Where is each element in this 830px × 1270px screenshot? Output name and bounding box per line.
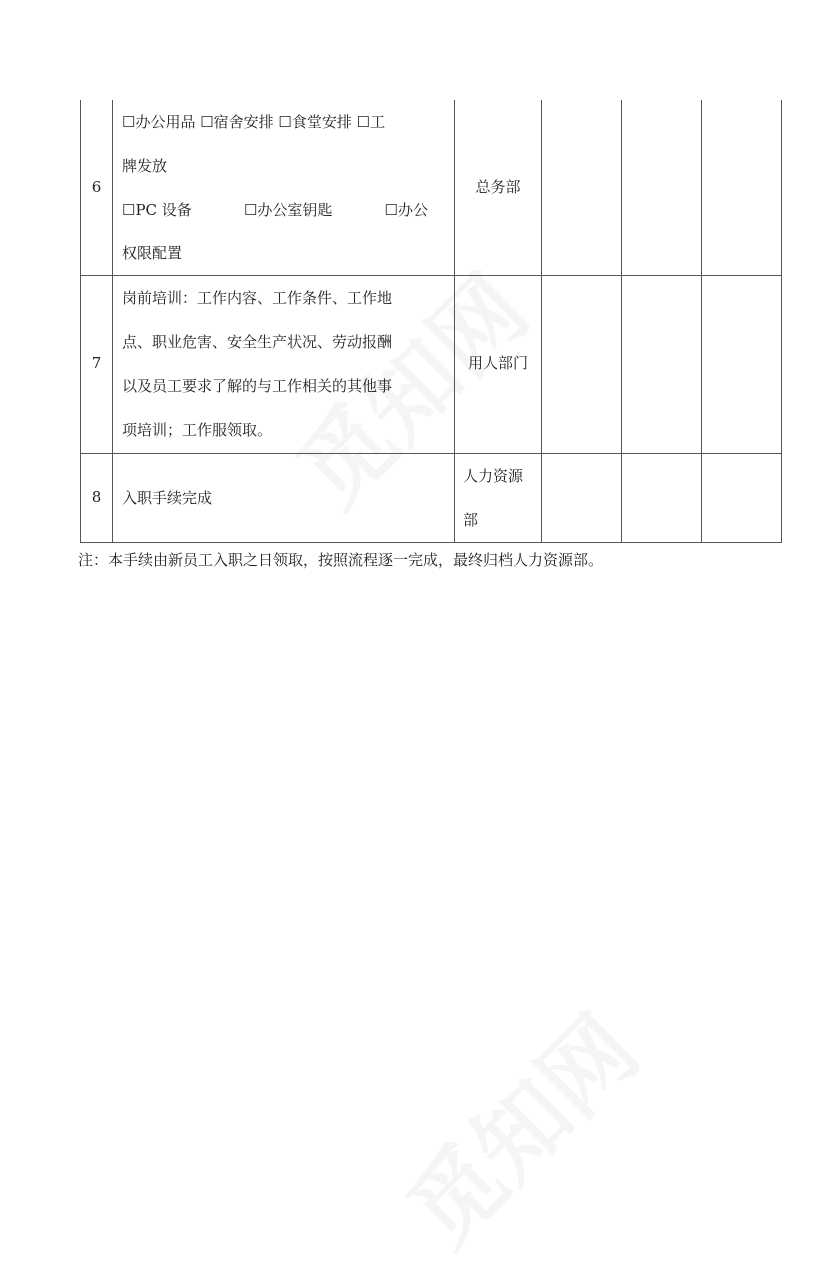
row-number: 7 (81, 275, 113, 453)
row-number: 8 (81, 453, 113, 542)
department-cell: 用人部门 (455, 275, 542, 453)
empty-cell (622, 100, 702, 275)
empty-cell (702, 275, 782, 453)
department-line: 人力资源 (463, 466, 524, 485)
item-line: 以及员工要求了解的与工作相关的其他事 (122, 377, 393, 395)
item-line: ☐办公用品 ☐宿舍安排 ☐食堂安排 ☐工 (122, 113, 386, 131)
checkbox-option: ☐PC 设备 (122, 201, 192, 219)
department-line: 部 (463, 510, 479, 529)
item-line: 项培训；工作服领取。 (122, 421, 273, 439)
department-cell: 总务部 (455, 100, 542, 275)
item-cell (113, 100, 455, 275)
item-line: 岗前培训：工作内容、工作条件、工作地 (122, 289, 393, 307)
item-line: 权限配置 (122, 244, 183, 262)
item-line (122, 188, 428, 232)
table-row (81, 453, 782, 542)
empty-cell (622, 453, 702, 542)
row-number: 6 (81, 100, 113, 275)
watermark (374, 982, 663, 1270)
empty-cell (542, 453, 622, 542)
footnote: 注：本手续由新员工入职之日领取，按照流程逐一完成，最终归档人力资源部。 (78, 551, 604, 569)
table-row (81, 275, 782, 453)
item-cell (113, 453, 455, 542)
item-line: 点、职业危害、安全生产状况、劳动报酬 (122, 333, 393, 351)
empty-cell (702, 453, 782, 542)
checkbox-option: ☐办公室钥匙 (243, 201, 333, 219)
empty-cell (542, 100, 622, 275)
item-line: 入职手续完成 (122, 488, 213, 507)
table-row (81, 100, 782, 275)
empty-cell (702, 100, 782, 275)
checklist-table (80, 100, 782, 543)
empty-cell (542, 275, 622, 453)
item-line: 牌发放 (122, 157, 168, 175)
checkbox-option: ☐办公 (384, 201, 428, 219)
item-cell (113, 275, 455, 453)
department-cell (455, 453, 542, 542)
empty-cell (622, 275, 702, 453)
